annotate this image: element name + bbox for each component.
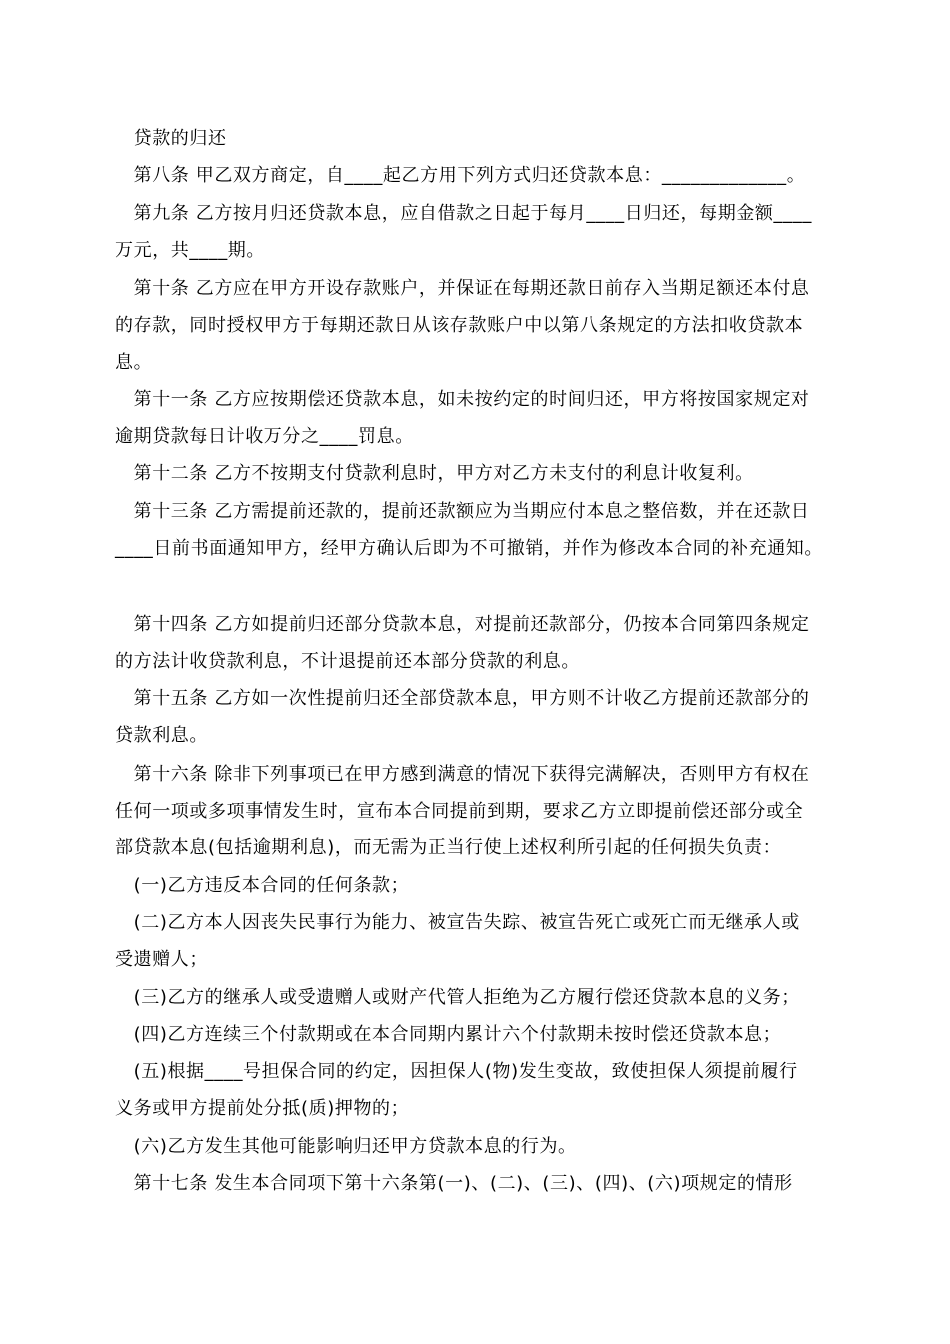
text-line: (四)乙方连续三个付款期或在本合同期内累计六个付款期未按时偿还贷款本息； <box>115 1024 782 1045</box>
text-line: 第十一条 乙方应按期偿还贷款本息，如未按约定的时间归还，甲方将按国家规定对 <box>115 389 810 410</box>
text-line: 逾期贷款每日计收万分之____罚息。 <box>115 426 414 447</box>
text-line: 第十二条 乙方不按期支付贷款利息时，甲方对乙方未支付的利息计收复利。 <box>115 463 754 484</box>
text-line: (六)乙方发生其他可能影响归还甲方贷款本息的行为。 <box>115 1136 577 1157</box>
text-line: 义务或甲方提前处分抵(质)押物的； <box>115 1098 410 1119</box>
text-line: 第十七条 发生本合同项下第十六条第(一)、(二)、(三)、(四)、(六)项规定的情形 <box>115 1173 793 1194</box>
text-line: 第十条 乙方应在甲方开设存款账户，并保证在每期还款日前存入当期足额还本付息 <box>115 278 810 299</box>
text-line: 的存款，同时授权甲方于每期还款日从该存款账户中以第八条规定的方法扣收贷款本 <box>115 315 804 336</box>
text-line: 息。 <box>115 352 153 373</box>
text-line: 贷款利息。 <box>115 725 208 746</box>
text-line: 第八条 甲乙双方商定，自____起乙方用下列方式归还贷款本息：_____________。 <box>115 165 806 186</box>
text-line: 部贷款本息(包括逾期利息)，而无需为正当行使上述权利所引起的任何损失负责： <box>115 837 782 858</box>
text-line: 第十六条 除非下列事项已在甲方感到满意的情况下获得完满解决，否则甲方有权在 <box>115 764 810 785</box>
text-line: 第十三条 乙方需提前还款的，提前还款额应为当期应付本息之整倍数，并在还款日 <box>115 501 810 522</box>
text-line: ____日前书面通知甲方，经甲方确认后即为不可撤销，并作为修改本合同的补充通知。 <box>115 538 823 559</box>
text-line: (五)根据____号担保合同的约定，因担保人(物)发生变故，致使担保人须提前履行 <box>115 1061 798 1082</box>
text-line: (一)乙方违反本合同的任何条款； <box>115 875 410 896</box>
text-line: 受遗赠人； <box>115 949 208 970</box>
text-line: 万元，共____期。 <box>115 240 265 261</box>
text-line: 第十五条 乙方如一次性提前归还全部贷款本息，甲方则不计收乙方提前还款部分的 <box>115 688 810 709</box>
text-line: 贷款的归还 <box>115 128 227 149</box>
text-line: 第九条 乙方按月归还贷款本息，应自借款之日起于每月____日归还，每期金额____ <box>115 203 812 224</box>
text-line: 任何一项或多项事情发生时，宣布本合同提前到期，要求乙方立即提前偿还部分或全 <box>115 801 804 822</box>
text-line: 的方法计收贷款利息，不计退提前还本部分贷款的利息。 <box>115 651 580 672</box>
text-line: (二)乙方本人因丧失民事行为能力、被宣告失踪、被宣告死亡或死亡而无继承人或 <box>115 912 800 933</box>
text-line: 第十四条 乙方如提前归还部分贷款本息，对提前还款部分，仍按本合同第四条规定 <box>115 614 810 635</box>
text-line: (三)乙方的继承人或受遗赠人或财产代管人拒绝为乙方履行偿还贷款本息的义务； <box>115 987 800 1008</box>
